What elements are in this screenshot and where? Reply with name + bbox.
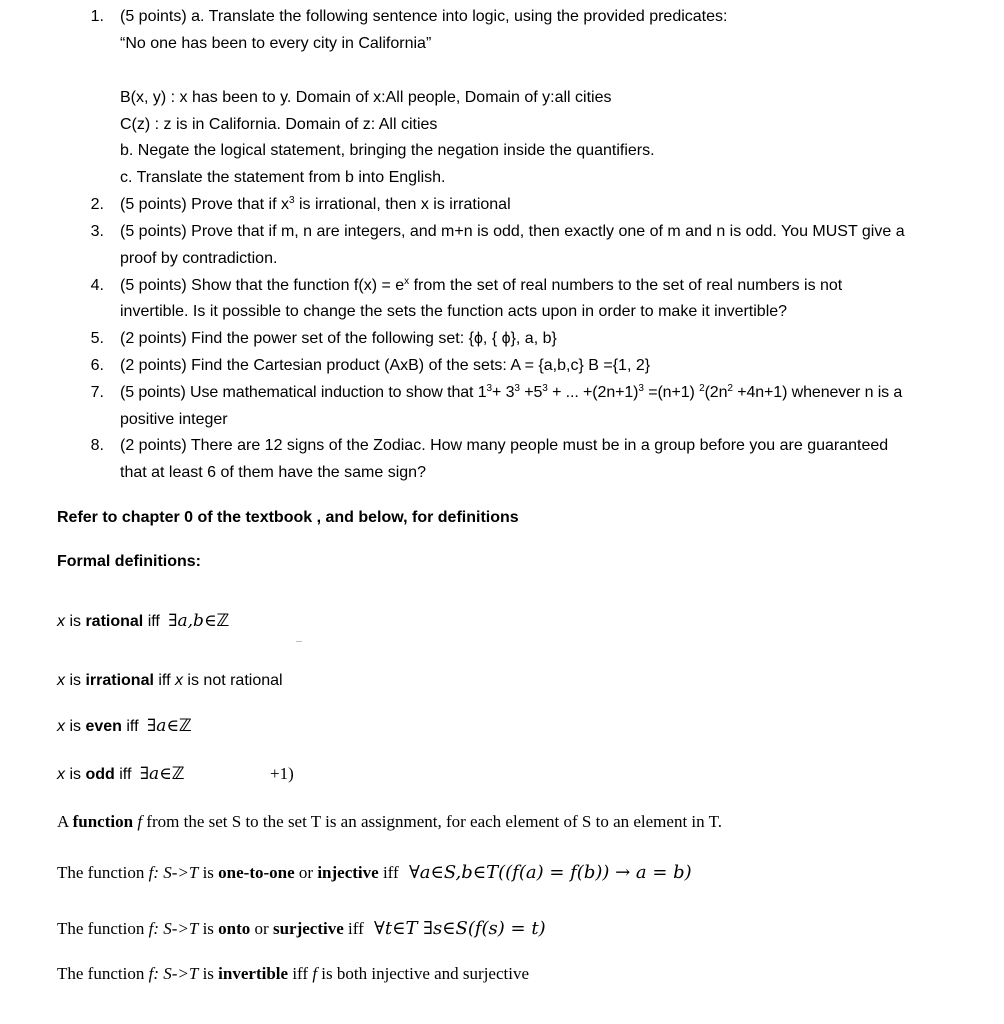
even-definition: x is even iff ∃a∈ℤ [57, 716, 192, 736]
problem-text: (2 points) Find the power set of the following set: {ϕ, { ϕ}, a, b} [120, 330, 557, 347]
predicate-b: B(x, y) : x has been to y. Domain of x:All people, Domain of y:all cities [120, 89, 612, 106]
problem-text: (5 points) a. Translate the following sentence into logic, using the provided predicates: [120, 8, 728, 25]
formal-definitions-heading: Formal definitions: [57, 553, 201, 570]
problem-text: (5 points) Prove that if m, n are integers, and m+n is odd, then exactly one of m and n is odd. You MUST give a [120, 223, 905, 240]
problem-number: 6. [90, 357, 104, 374]
stray-mark [296, 641, 302, 642]
problem-text: (5 points) Prove that if $x^3$ is irrational, then x is irrational [120, 195, 511, 213]
problem-text-cont: proof by contradiction. [120, 250, 278, 267]
odd-definition-tail: +1) [270, 764, 294, 783]
problem-number: 1. [90, 8, 104, 25]
injective-formula: ∀a∈S,b∈T((f(a) = f(b)) → a = b) [408, 862, 692, 883]
problem-text: (5 points) Show that the function $f(x) = e^x$ from the set of real numbers to the set of real numbers is not [120, 276, 843, 294]
problem-number: 5. [90, 330, 104, 347]
injective-definition: The function f: S->T is one-to-one or injective iff ∀a∈S,b∈T((f(a) = f(b)) → a = b) [57, 862, 692, 883]
problem-number: 7. [90, 384, 104, 401]
surjective-formula: ∀t∈T ∃s∈S(f(s) = t) [374, 918, 546, 939]
predicate-c: C(z) : z is in California. Domain of z: All cities [120, 116, 438, 133]
problem-number: 2. [90, 196, 104, 213]
problem-text-cont: that at least 6 of them have the same sign? [120, 464, 426, 481]
surjective-definition: The function f: S->T is onto or surjective iff ∀t∈T ∃s∈S(f(s) = t) [57, 918, 546, 939]
irrational-definition: x is irrational iff x is not rational [57, 672, 283, 689]
problem-number: 4. [90, 277, 104, 294]
function-definition: A function f from the set S to the set T is an assignment, for each element of S to an element in T. [57, 812, 722, 831]
refer-heading: Refer to chapter 0 of the textbook , and below, for definitions [57, 509, 519, 526]
problem-text-cont: invertible. Is it possible to change the sets the function acts upon in order to make it invertible? [120, 303, 788, 320]
problem-text: (2 points) There are 12 signs of the Zodiac. How many people must be in a group before you are guaranteed [120, 437, 889, 454]
odd-definition: x is odd iff ∃a∈ℤ [57, 764, 185, 784]
problem-number: 3. [90, 223, 104, 240]
problem-text: (5 points) Use mathematical induction to show that $1^3+ 3^3 +5^3$ + ... $+(2n+1)^3 =(n+1)$ $^2(2n^2 +4n+1)$ whenever n is a [120, 383, 903, 401]
integers-symbol: ℤ [178, 716, 192, 736]
integers-symbol: ℤ [171, 764, 185, 784]
rational-definition: x is rational iff ∃a,b∈ℤ [57, 611, 230, 631]
part-b: b. Negate the logical statement, bringing the negation inside the quantifiers. [120, 142, 655, 159]
problem-number: 8. [90, 437, 104, 454]
problem-text-cont: positive integer [120, 411, 228, 428]
problem-text: (2 points) Find the Cartesian product (AxB) of the sets: A = {a,b,c} B ={1, 2} [120, 357, 651, 374]
part-c: c. Translate the statement from b into English. [120, 169, 446, 186]
problem-quote: “No one has been to every city in California” [120, 35, 432, 52]
invertible-definition: The function f: S->T is invertible iff f is both injective and surjective [57, 964, 530, 983]
integers-symbol: ℤ [216, 611, 230, 631]
